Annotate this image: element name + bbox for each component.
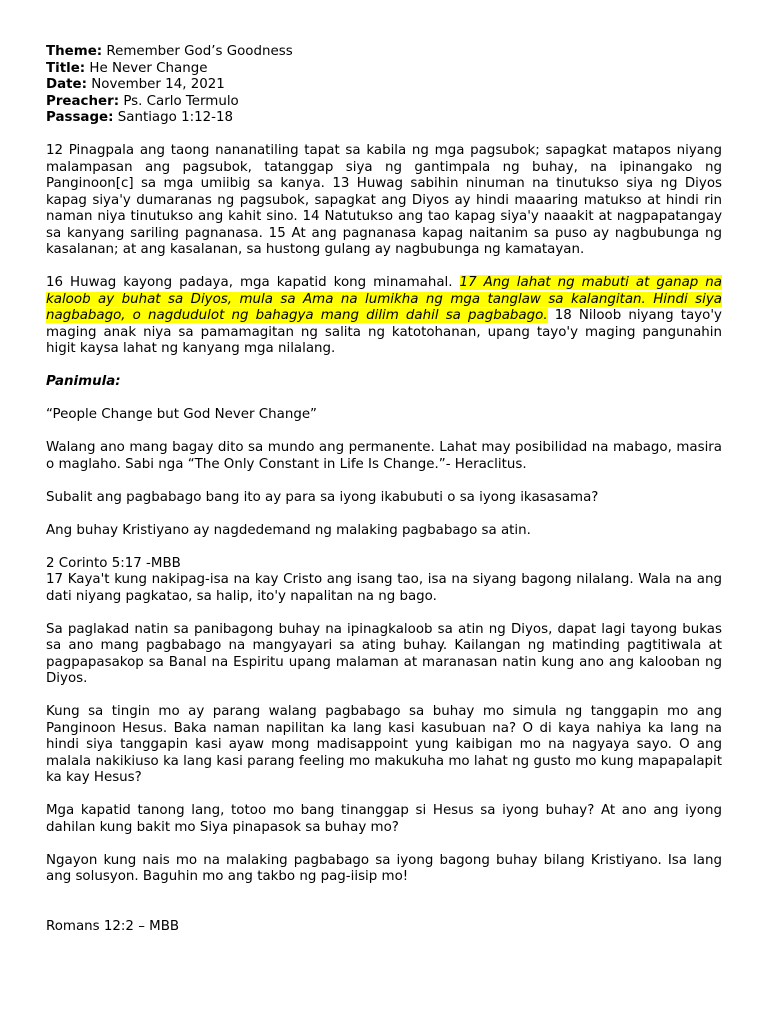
paragraph-kung: Kung sa tingin mo ay parang walang pagbabago sa buhay mo simula ng tanggapin mo ang Panginoon Hesus. Baka naman napilitan ka lang kasi kasubuan na? O di kaya nahiya ka lang na hindi siya tanggapin kasi ayaw mong madisappoint yung kaibigan mo na nagyaya sayo. O ang malala nakikiuso ka lang kasi parang feeling mo makukuha mo lahat ng gusto mo kung mapapalapit ka kay Hesus? <box>46 704 722 785</box>
theme-quote: “People Change but God Never Change” <box>46 407 317 422</box>
title-line <box>46 61 722 78</box>
verse-reference-romans: Romans 12:2 – MBB <box>46 918 180 934</box>
paragraph-walang: Walang ano mang bagay dito sa mundo ang permanente. Lahat may posibilidad na mabago, masira o maglaho. Sabi nga “The Only Constant in Life Is Change.”- Heraclitus. <box>46 440 722 472</box>
sermon-document <box>46 44 722 935</box>
preacher-label: Preacher: <box>46 93 120 109</box>
theme-line <box>46 44 722 61</box>
sermon-header <box>46 44 722 127</box>
preacher-line <box>46 94 722 111</box>
verse-text-corinto: 17 Kaya't kung nakipag-isa na kay Cristo ang isang tao, isa na siyang bagong nilalang. Wala na ang dati niyang pagkatao, sa halip, ito'y napalitan na ng bago. <box>46 572 722 604</box>
paragraph-subalit: Subalit ang pagbabago bang ito ay para sa iyong ikabubuti o sa iyong ikasasama? <box>46 489 599 505</box>
passage-value: Santiago 1:12-18 <box>117 110 234 125</box>
spacer <box>46 902 722 919</box>
passage-line <box>46 110 722 127</box>
passage-para2-start: 16 Huwag kayong padaya, mga kapatid kong minamahal. <box>46 275 460 290</box>
theme-value: Remember God’s Goodness <box>106 44 293 59</box>
passage-paragraph-1: 12 Pinagpala ang taong nananatiling tapat sa kabila ng mga pagsubok; sapagkat matapos niyang malampasan ang pagsubok, tatanggap siya ng gantimpala ng buhay, na ipinangako ng Panginoon[c] sa mga umiibig sa kanya. 13 Huwag sabihin ninuman na tinutukso siya ng Diyos kapag siya'y dumaranas ng pagsubok, sapagkat ang Diyos ay hindi maaaring matukso at hindi rin naman niya tinutukso ang kahit sino. 14 Natutukso ang tao kapag siya'y naaakit at nagpapatangay sa kanyang sariling pagnanasa. 15 At ang pagnanasa kapag naitanim sa puso ay nagbubunga ng kasalanan; at ang kasalanan, sa hustong gulang ay nagbubunga ng kamatayan. <box>46 143 722 257</box>
spacer <box>46 127 722 144</box>
highlighted-verse: 17 Ang lahat ng mabuti at ganap na kaloob ay buhat sa Diyos, mula sa Ama na lumikha ng mga tanglaw sa kalangitan. Hindi siya nagbabago, o nagdudulot ng bahagya mang dilim dahil sa pagbabago. <box>46 275 722 323</box>
passage-label: Passage: <box>46 110 114 125</box>
intro-heading-text: Panimula: <box>46 374 121 389</box>
date-line <box>46 77 722 94</box>
title-label: Title: <box>46 60 86 76</box>
paragraph-buhay: Ang buhay Kristiyano ay nagdedemand ng malaking pagbabago sa atin. <box>46 522 531 538</box>
date-label: Date: <box>46 77 87 92</box>
passage-paragraph-2 <box>46 275 722 358</box>
preacher-value: Ps. Carlo Termulo <box>123 93 239 109</box>
paragraph-ngayon: Ngayon kung nais mo na malaking pagbabago sa iyong bagong buhay bilang Kristiyano. Isa lang ang solusyon. Baguhin mo ang takbo ng pag-iisip mo! <box>46 852 722 884</box>
paragraph-mga: Mga kapatid tanong lang, totoo mo bang tinanggap si Hesus sa iyong buhay? At ano ang iyong dahilan kung bakit mo Siya pinapasok sa buhay mo? <box>46 803 722 835</box>
title-value: He Never Change <box>89 60 208 76</box>
intro-heading <box>46 374 722 391</box>
theme-label: Theme: <box>46 44 103 59</box>
date-value: November 14, 2021 <box>91 77 225 92</box>
passage-para2-end: 18 Niloob niyang tayo'y maging anak niya sa pamamagitan ng salita ng katotohanan, upang tayo'y maging pangunahin higit kaysa lahat ng kanyang mga nilalang. <box>46 308 722 356</box>
paragraph-paglakad: Sa paglakad natin sa panibagong buhay na ipinagkaloob sa atin ng Diyos, dapat lagi tayong bukas sa ano mang pagbabago na mangyayari sa ating buhay. Kailangan ng matinding pagtitiwala at pagpapasakop sa Banal na Espiritu upang malaman at maranasan natin kung ano ang kalooban ng Diyos. <box>46 621 722 686</box>
verse-reference-corinto: 2 Corinto 5:17 -MBB <box>46 555 181 571</box>
